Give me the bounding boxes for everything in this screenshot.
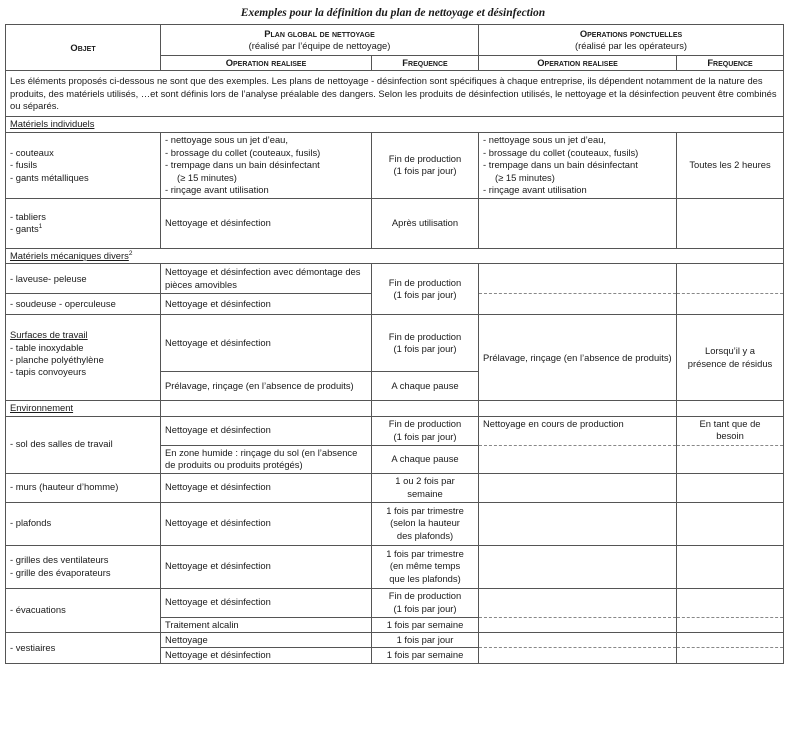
freq-sol-global-b: A chaque pause (372, 445, 479, 473)
op-couteaux-ponctuel: - nettoyage sous un jet d’eau, - brossage du collet (couteaux, fusils) - trempage dans un bain désinfectant (≥ 15 minutes) - rinçage avant utilisation (479, 132, 677, 198)
op-grilles-global: Nettoyage et désinfection (161, 545, 372, 588)
objet-tabliers: - tabliers - gants$^1$ (6, 198, 161, 248)
op-tabliers-global: Nettoyage et désinfection (161, 198, 372, 248)
freq-murs-global: 1 ou 2 fois par semaine (372, 473, 479, 502)
op-laveuse-global: Nettoyage et désinfection avec démontage des pièces amovibles (161, 264, 372, 294)
freq-soudeuse-ponctuel (677, 294, 784, 315)
freq-plafonds-global: 1 fois par trimestre (selon la hauteur des plafonds) (372, 502, 479, 545)
objet-murs: - murs (hauteur d’homme) (6, 473, 161, 502)
freq-tabliers-ponctuel (677, 198, 784, 248)
objet-soudeuse: - soudeuse - operculeuse (6, 294, 161, 315)
ops-ponctuelles-title: Operations ponctuelles (579, 27, 683, 39)
freq-tabliers-global: Après utilisation (372, 198, 479, 248)
freq-vestiaires-global-b: 1 fois par semaine (372, 648, 479, 663)
header-plan-global (161, 25, 479, 56)
header-op-realisee-2: Operation realisee (479, 56, 677, 71)
freq-laveuse-ponctuel (677, 264, 784, 294)
objet-plafonds: - plafonds (6, 502, 161, 545)
freq-surfaces-global-a: Fin de production (1 fois par jour) (372, 315, 479, 372)
op-couteaux-global: - nettoyage sous un jet d’eau, - brossage du collet (couteaux, fusils) - trempage dans un bain désinfectant (≥ 15 minutes) - rinçage avant utilisation (161, 132, 372, 198)
objet-vestiaires: - vestiaires (6, 633, 161, 664)
op-plafonds-global: Nettoyage et désinfection (161, 502, 372, 545)
cleaning-plan-table (5, 24, 784, 664)
objet-grilles: - grilles des ventilateurs - grille des évaporateurs (6, 545, 161, 588)
op-sol-global-b: En zone humide : rinçage du sol (en l’absence de produits ou produits protégés) (161, 445, 372, 473)
freq-evacuations-global-b: 1 fois par semaine (372, 617, 479, 632)
objet-surfaces: Surfaces de travail - table inoxydable - planche polyéthylène - tapis convoyeurs (6, 315, 161, 401)
plan-global-subtitle: (réalisé par l’équipe de nettoyage) (248, 40, 391, 51)
header-frequence-2: Frequence (677, 56, 784, 71)
freq-grilles-global: 1 fois par trimestre (en même temps que les plafonds) (372, 545, 479, 588)
op-surfaces-global-b: Prélavage, rinçage (en l’absence de produits) (161, 372, 372, 401)
op-vestiaires-global-b: Nettoyage et désinfection (161, 648, 372, 663)
plan-global-title: Plan global de nettoyage (264, 27, 375, 39)
objet-couteaux: - couteaux - fusils - gants métalliques (6, 132, 161, 198)
freq-sol-global-a: Fin de production (1 fois par jour) (372, 416, 479, 445)
op-vestiaires-global-a: Nettoyage (161, 633, 372, 648)
op-soudeuse-global: Nettoyage et désinfection (161, 294, 372, 315)
objet-evacuations: - évacuations (6, 588, 161, 632)
freq-couteaux-ponctuel: Toutes les 2 heures (677, 132, 784, 198)
header-op-realisee-1: Operation realisee (161, 56, 372, 71)
op-surfaces-ponctuel: Prélavage, rinçage (en l’absence de produits) (479, 315, 677, 401)
section-materiels-mecaniques: Matériels mécaniques divers$^2$ (6, 248, 784, 263)
document-title: Exemples pour la définition du plan de nettoyage et désinfection (240, 7, 546, 19)
op-sol-global-a: Nettoyage et désinfection (161, 416, 372, 445)
freq-vestiaires-global-a: 1 fois par jour (372, 633, 479, 648)
op-surfaces-global-a: Nettoyage et désinfection (161, 315, 372, 372)
section-materiels-individuels: Matériels individuels (6, 117, 784, 132)
op-evacuations-global-b: Traitement alcalin (161, 617, 372, 632)
freq-surfaces-ponctuel: Lorsqu’il y a présence de résidus (677, 315, 784, 401)
header-objet: Objet (6, 25, 161, 71)
freq-couteaux-global: Fin de production (1 fois par jour) (372, 132, 479, 198)
ops-ponctuelles-subtitle: (réalisé par les opérateurs) (575, 40, 688, 51)
objet-sol: - sol des salles de travail (6, 416, 161, 473)
intro-text: Les éléments proposés ci-dessous ne sont que des exemples. Les plans de nettoyage - désinfection sont spécifiques à chaque entreprise, ils dépendent notamment de la nature des produits, des matériels utilisés, …et sont définis lors de l’analyse préalable des dangers. Selon les produits de désinfection utilisés, le nettoyage et la désinfection peuvent être combinés ou séparés. (6, 71, 784, 117)
header-frequence-1: Frequence (372, 56, 479, 71)
op-evacuations-global-a: Nettoyage et désinfection (161, 588, 372, 617)
op-laveuse-ponctuel (479, 264, 677, 294)
op-murs-global: Nettoyage et désinfection (161, 473, 372, 502)
header-ops-ponctuelles (479, 25, 784, 56)
op-soudeuse-ponctuel (479, 294, 677, 315)
freq-sol-ponctuel: En tant que de besoin (677, 416, 784, 445)
section-environnement: Environnement (6, 401, 161, 416)
op-sol-ponctuel: Nettoyage en cours de production (479, 416, 677, 445)
objet-laveuse: - laveuse- peleuse (6, 264, 161, 294)
freq-surfaces-global-b: A chaque pause (372, 372, 479, 401)
freq-evacuations-global-a: Fin de production (1 fois par jour) (372, 588, 479, 617)
op-tabliers-ponctuel (479, 198, 677, 248)
freq-laveuse-soudeuse: Fin de production (1 fois par jour) (372, 264, 479, 315)
